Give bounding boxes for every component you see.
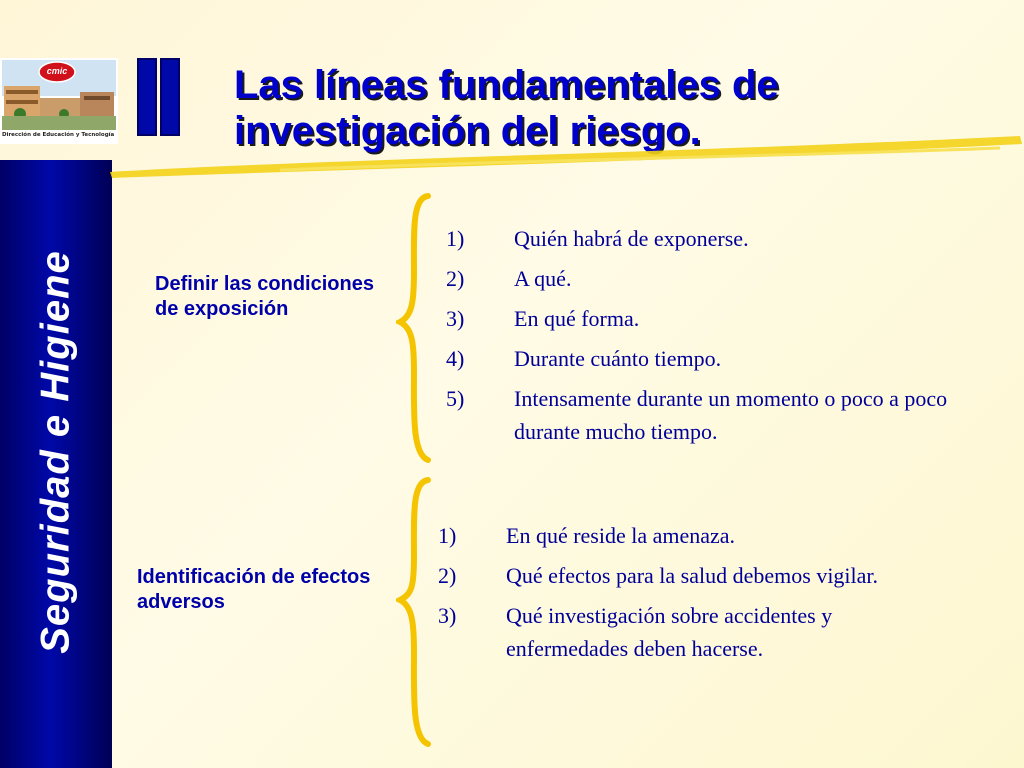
exposure-list bbox=[446, 222, 966, 455]
slide-title: Las líneas fundamentales de investigación del riesgo. bbox=[234, 63, 779, 153]
list-item: 4) Durante cuánto tiempo. bbox=[446, 346, 722, 371]
list-item: 2) Qué efectos para la salud debemos vigilar. bbox=[438, 563, 879, 588]
section-label-exposure: Definir las condiciones de exposición bbox=[155, 273, 374, 320]
brace-icon bbox=[396, 476, 432, 748]
logo-caption: Dirección de Educación y Tecnología bbox=[2, 132, 115, 138]
section-label-adverse-effects: Identificación de efectos adversos bbox=[137, 566, 371, 613]
title-bar-left bbox=[137, 58, 157, 136]
title-underline-swoosh bbox=[100, 130, 1024, 180]
list-item: 1) Quién habrá de exponerse. bbox=[446, 226, 749, 251]
title-bar-right bbox=[160, 58, 180, 136]
list-item: 3) Qué investigación sobre accidentes y enfermedades deben hacerse. bbox=[438, 603, 833, 661]
list-item: 1) En qué reside la amenaza. bbox=[438, 523, 736, 548]
adverse-effects-list bbox=[438, 519, 958, 672]
list-item: 3) En qué forma. bbox=[446, 306, 640, 331]
brace-icon bbox=[396, 192, 432, 464]
logo-badge-text: cmic bbox=[46, 66, 68, 76]
list-item: 2) A qué. bbox=[446, 266, 572, 291]
sidebar-title: Seguridad e Higiene bbox=[33, 250, 78, 654]
list-item: 5) Intensamente durante un momento o poco a poco durante mucho tiempo. bbox=[446, 386, 948, 444]
